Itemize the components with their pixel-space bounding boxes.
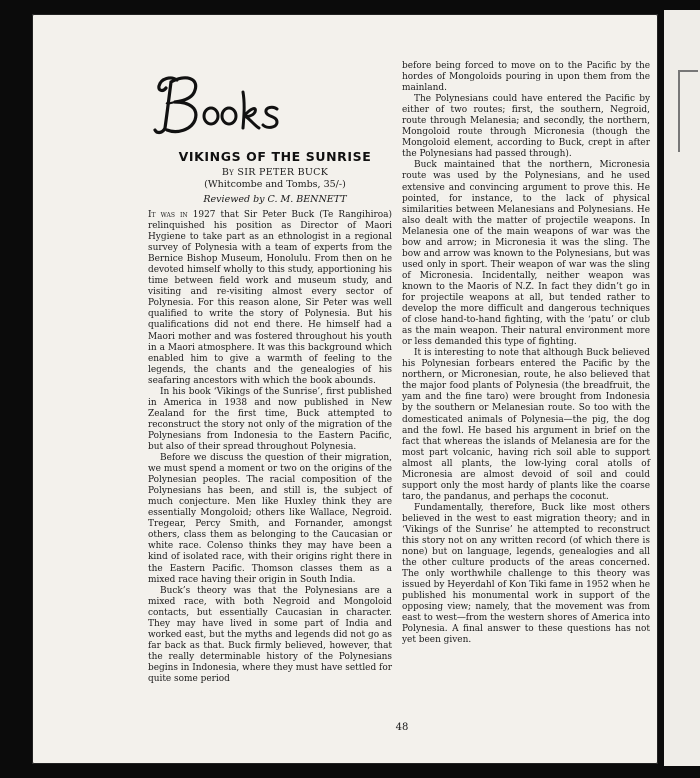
adjacent-page-mark	[678, 70, 698, 152]
article-title: VIKINGS OF THE SUNRISE	[178, 149, 372, 164]
magazine-page	[32, 14, 658, 764]
paragraph: The Polynesians could have entered the Pacific by either of two routes; first, the southern, Negroid, route through Melanesia; and secondly, the northern, Mongoloid route through Micronesia (though the Mongoloid element, according to Buck, crept in after the Polynesians had passed through).	[402, 94, 650, 160]
paragraph: In his book ‘Vikings of the Sunrise’, first published in America in 1938 and now published in New Zealand for the first time, Buck attempted to reconstruct the story not only of the migration of the Polynesians from Indonesia to the Eastern Pacific, but also of their spread throughout Polynesia.	[148, 386, 392, 452]
article-byline	[160, 167, 390, 191]
left-column	[148, 210, 392, 685]
paragraph: Fundamentally, therefore, Buck like most others believed in the west to east migration theory; and in ‘Vikings of the Sunrise’ he attempted to reconstruct this story not on any written record (of which there is none) but on language, legends, genealogies and all the other culture products of the areas concerned. The only worthwhile challenge to this theory was issued by Heyerdahl of Kon Tiki fame in 1952 when he published his monumental work in support of the opposing view; namely, that the movement was from east to west—from the western shores of America into Polynesia. A final answer to these questions has not yet been given.	[402, 502, 650, 646]
paragraph: It is interesting to note that although Buck believed his Polynesian forbears entered the Pacific by the northern, or Micronesian, route, he also believed that the major food plants of Polynesia (the breadfruit, the yam and the fine taro) were brought from Indonesia by the southern or Melanesian route. So too with the domesticated animals of Polynesia—the pig, the dog and the fowl. He based his argument in brief on the fact that whereas the islands of Melanesia are for the most part volcanic, having rich soil able to support almost all plants, the low-lying coral atolls of Micronesia are almost devoid of soil and could support only the most hardy of plants like the coarse taro, the pandanus, and perhaps the coconut.	[402, 348, 650, 502]
paragraph: before being forced to move on to the Pacific by the hordes of Mongoloids pouring in upon them from the mainland.	[402, 61, 650, 94]
author-line: By SIR PETER BUCK	[221, 167, 329, 178]
books-masthead	[149, 70, 299, 138]
paragraph	[148, 210, 392, 387]
right-column	[402, 61, 650, 646]
paragraph: Buck maintained that the northern, Micronesia route was used by the Polynesians, and he used extensive and convincing argument to prove this. He pointed, for instance, to the lack of physical similarities between Melanesians and Polynesians. He also dealt with the matter of projectile weapons. In Melanesia one of the main weapons of war was the bow and arrow; in Micronesia it was the sling. The bow and arrow was known to the Polynesians, but was used only in sport. Their weapon of war was the sling of Micronesia. Incidentally, neither weapon was known to the Maoris of N.Z. In fact they didn’t go in for projectile weapons at all, but tended rather to develop the more difficult and dangerous techniques of close hand-to-hand fighting, with the ‘patu’ or club as the main weapon. Their natural environment more or less demanded this type of fighting.	[402, 160, 650, 348]
books-masthead-logo	[149, 70, 299, 138]
opening-words: It was in	[148, 210, 188, 220]
page-number: 48	[395, 722, 409, 733]
publisher-line: (Whitcombe and Tombs, 35/-)	[204, 179, 346, 190]
reviewer-line: Reviewed by C. M. BENNETT	[203, 194, 347, 205]
paragraph: Buck’s theory was that the Polynesians are a mixed race, with both Negroid and Mongoloid contacts, but essentially Caucasian in character. They may have lived in some part of India and worked east, but the myths and legends did not go as far back as that. Buck firmly believed, however, that the really determinable history of the Polynesians begins in Indonesia, where they must have settled for quite some period	[148, 585, 392, 684]
adjacent-page-edge	[664, 10, 700, 766]
paragraph-text: 1927 that Sir Peter Buck (Te Rangihiroa) relinquished his position as Director of Maori Hygiene to take part as an ethnologist in a regional survey of Polynesia with a team of experts from the Bernice Bishop Museum, Honolulu. From then on he devoted himself wholly to this study, apportioning his time between field work and museum study, and visiting and re-visiting almost every sector of Polynesia. For this reason alone, Sir Peter was well qualified to write the story of Polynesia. But his qualifications did not end there. He himself had a Maori mother and was fostered throughout his youth in a Maori atmosphere. It was this background which enabled him to give a warmth of feeling to the legends, the chants and the genealogies of his seafaring ancestors with which the book abounds.	[148, 210, 392, 386]
paragraph: Before we discuss the question of their migration, we must spend a moment or two on the origins of the Polynesian peoples. The racial composition of the Polynesians has been, and still is, the subject of much conjecture. Men like Huxley think they are essentially Mongoloid; others like Wallace, Negroid. Tregear, Percy Smith, and Fornander, amongst others, class them as belonging to the Caucasian or white race. Colenso thinks they may have been a kind of isolated race, with their origins right there in the Eastern Pacific. Thomson classes them as a mixed race having their origin in South India.	[148, 453, 392, 585]
